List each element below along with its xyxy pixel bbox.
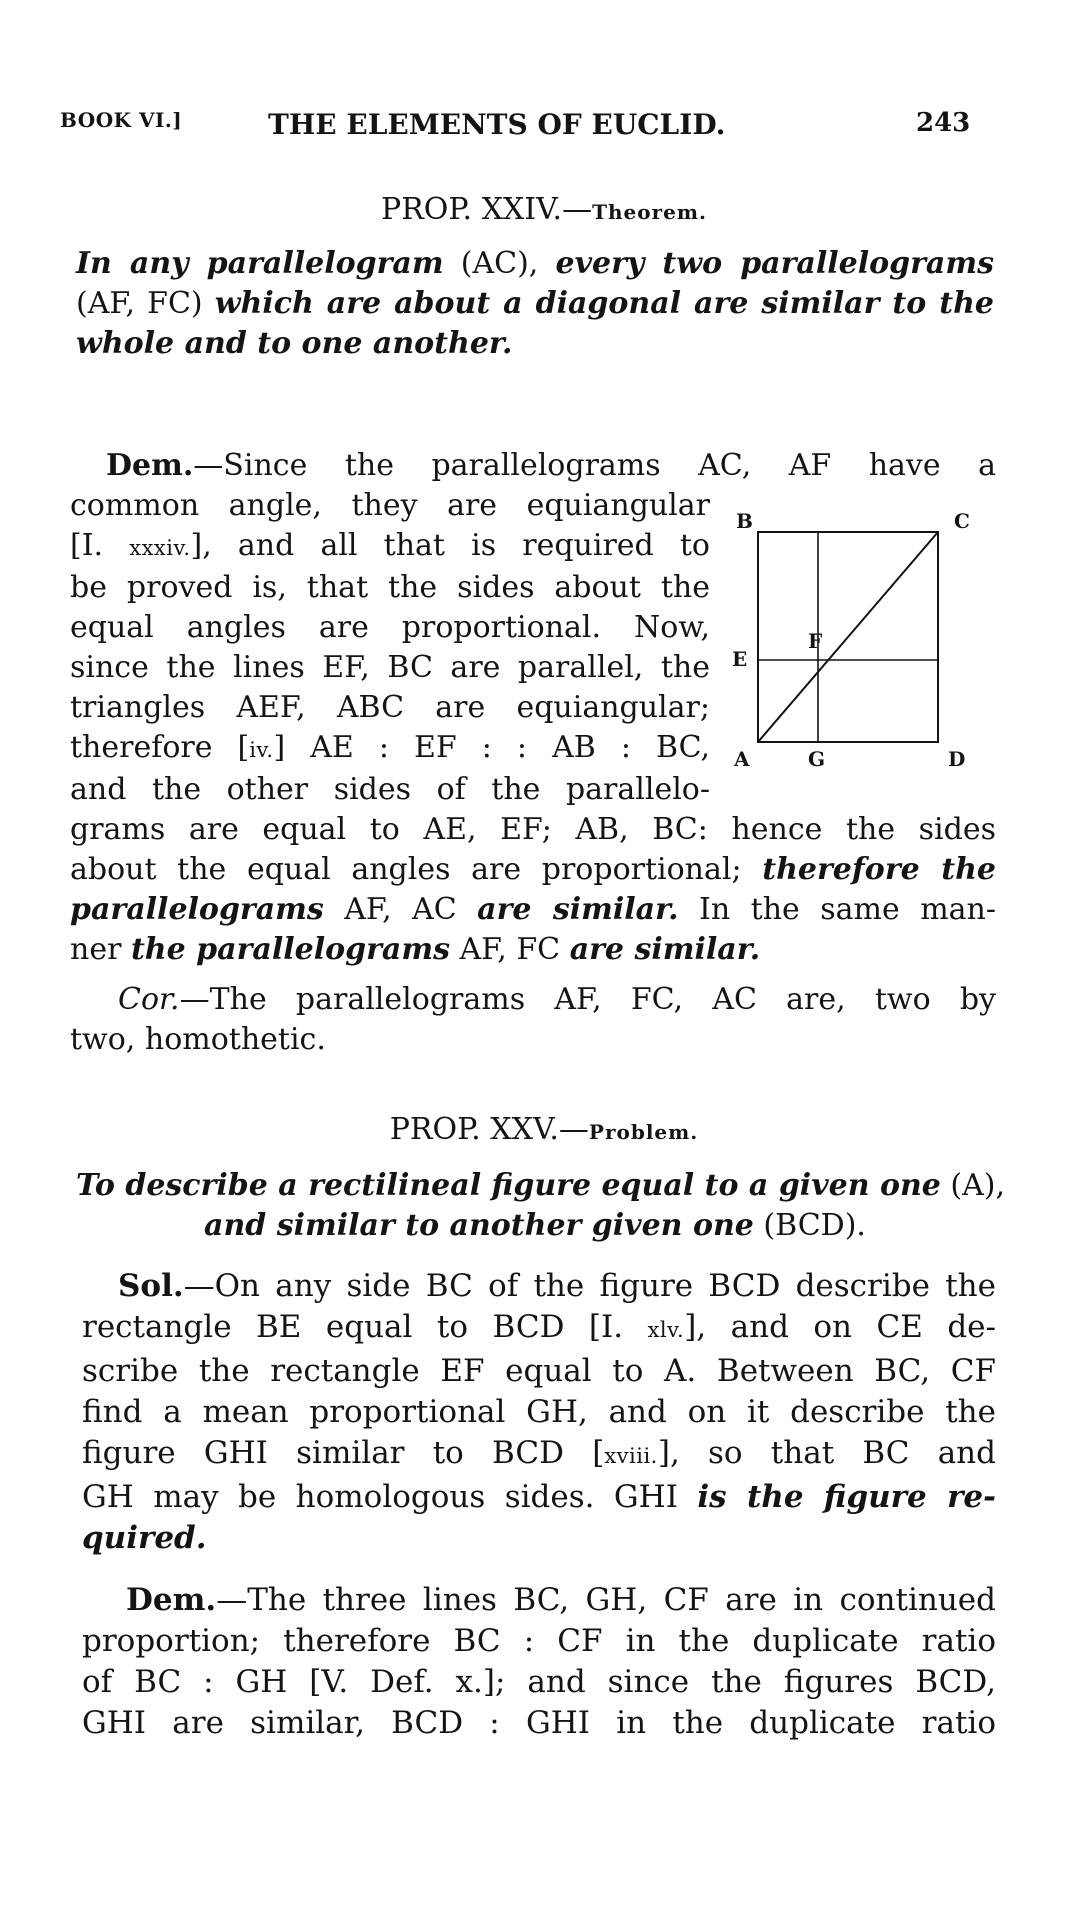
prop-24-demonstration: Dem.—Since the parallelograms AC, AF have a common angle, they are equiangular [I. xxxiv.], and all that is required to be proved is, that the sides about the equal angles are proportional. Now, since the lines EF, BC are parallel, the triangles AEF, ABC are equiangular; therefore [iv.] AE : EF : : AB : BC, and the other sides of the parallelo- grams are equal to AE, EF; AB, BC: hence the sides about the equal angles are proportional; therefore the parallelograms AF, AC are similar. In the same man- ner the parallelograms AF, FC are similar. <box>70 448 997 967</box>
prop-24-number: PROP. XXIV.— <box>381 192 593 227</box>
prop-25-solution: Sol.—On any side BC of the figure BCD describe the rectangle BE equal to BCD [I. xlv.], and on CE de- scribe the rectangle EF equal to A. Between BC, CF find a mean proportional GH, and on it describe the figure GHI similar to BCD [xviii.], so that BC and GH may be homologous sides. GHI is the figure re- quired. <box>82 1268 996 1556</box>
prop-25-number: PROP. XXV.— <box>389 1112 589 1147</box>
running-head-title: THE ELEMENTS OF EUCLID. <box>268 108 726 141</box>
prop-25-heading <box>0 1112 1088 1147</box>
dem-label: Dem. <box>106 448 194 483</box>
prop-25-demonstration: Dem.—The three lines BC, GH, CF are in continued proportion; therefore BC : CF in the duplicate ratio of BC : GH [V. Def. x.]; and since the figures BCD, GHI are similar, BCD : GHI in the duplicate ratio <box>82 1582 996 1741</box>
prop-25-kind: Problem. <box>588 1120 699 1144</box>
running-head-book: BOOK VI.] <box>60 108 183 132</box>
label-f: F <box>808 629 823 653</box>
prop-24-kind: Theorem. <box>592 200 707 224</box>
label-e: E <box>732 647 748 671</box>
sol-label: Sol. <box>118 1268 184 1304</box>
label-b: B <box>736 509 753 533</box>
label-g: G <box>808 747 826 770</box>
cor-label: Cor. <box>118 982 180 1017</box>
label-a: A <box>734 747 750 770</box>
page-number: 243 <box>916 108 971 138</box>
label-c: C <box>954 509 970 533</box>
prop-25-enunciation: To describe a rectilineal figure equal to a given one (A), and similar to another given one (BCD). <box>76 1168 1006 1243</box>
prop-24-corollary: Cor.—The parallelograms AF, FC, AC are, two by two, homothetic. <box>70 982 996 1057</box>
parallelogram-figure <box>728 500 988 770</box>
prop-24-enunciation: In any parallelogram (AC), every two parallelograms (AF, FC) which are about a diagonal are similar to the whole and to one another. <box>76 246 995 361</box>
diagonal-ac <box>758 532 938 742</box>
label-d: D <box>948 747 966 770</box>
dem-label-25: Dem. <box>126 1582 217 1618</box>
prop-24-heading <box>0 192 1088 227</box>
